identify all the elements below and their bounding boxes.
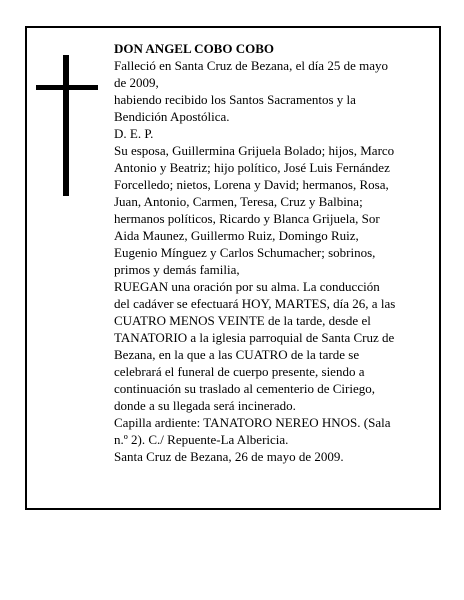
deceased-name: DON ANGEL COBO COBO: [114, 41, 274, 56]
rest-in-peace: D. E. P.: [114, 126, 154, 141]
death-announcement: Falleció en Santa Cruz de Bezana, el día 25 de mayo de 2009,: [114, 58, 388, 90]
cross-icon: [36, 55, 98, 196]
chapel-info: Capilla ardiente: TANATORO NEREO HNOS. (Sala n.º 2). C./ Repuente-La Albericia.: [114, 415, 391, 447]
sacraments-line: habiendo recibido los Santos Sacramentos y la Bendición Apostólica.: [114, 92, 356, 124]
obituary-text: [114, 40, 396, 465]
place-and-date: Santa Cruz de Bezana, 26 de mayo de 2009.: [114, 449, 344, 464]
cross-horizontal-bar: [36, 85, 98, 90]
funeral-request: RUEGAN una oración por su alma. La conducción del cadáver se efectuará HOY, MARTES, día 26, a las CUATRO MENOS VEINTE de la tarde, desde el TANATORIO a la iglesia parroquial de Santa Cruz de Bezana, en la que a las CUATRO de la tarde se celebrará el funeral de cuerpo presente, siendo a continuación su traslado al cementerio de Ciriego, donde a su llegada será incinerado.: [114, 279, 396, 413]
cross-vertical-bar: [63, 55, 69, 196]
family-list: Su esposa, Guillermina Grijuela Bolado; hijos, Marco Antonio y Beatriz; hijo político, José Luis Fernández Forcelledo; nietos, Lorena y David; hermanos, Rosa, Juan, Antonio, Carmen, Teresa, Cruz y Balbina; hermanos políticos, Ricardo y Blanca Grijuela, Sor Aida Maunez, Guillermo Ruiz, Domingo Ruiz, Eugenio Mínguez y Carlos Schumacher; sobrinos, primos y demás familia,: [114, 143, 395, 277]
